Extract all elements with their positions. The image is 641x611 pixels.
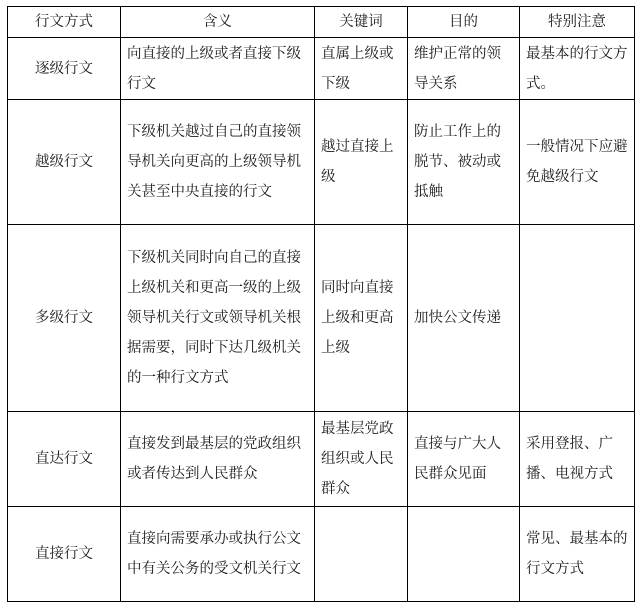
table-row <box>8 100 635 225</box>
cell-keyword: 越过直接上级 <box>315 100 408 225</box>
cell-keyword: 最基层党政组织或人民群众 <box>315 412 408 507</box>
header-note: 特别注意 <box>520 7 635 38</box>
cell-note <box>520 225 635 412</box>
cell-purpose: 直接与广大人民群众见面 <box>408 412 520 507</box>
header-meaning: 含义 <box>121 7 315 38</box>
header-method: 行文方式 <box>8 7 121 38</box>
cell-keyword: 直属上级或下级 <box>315 38 408 100</box>
cell-method: 直达行文 <box>8 412 121 507</box>
cell-purpose: 维护正常的领导关系 <box>408 38 520 100</box>
table-row <box>8 507 635 602</box>
cell-method: 多级行文 <box>8 225 121 412</box>
cell-method: 直接行文 <box>8 507 121 602</box>
table-row <box>8 412 635 507</box>
cell-note: 一般情况下应避免越级行文 <box>520 100 635 225</box>
cell-purpose: 加快公文传递 <box>408 225 520 412</box>
cell-meaning: 直接发到最基层的党政组织或者传达到人民群众 <box>121 412 315 507</box>
cell-note: 最基本的行文方式。 <box>520 38 635 100</box>
cell-purpose <box>408 507 520 602</box>
cell-keyword: 同时向直接上级和更高上级 <box>315 225 408 412</box>
cell-meaning: 下级机关同时向自己的直接上级机关和更高一级的上级领导机关行文或领导机关根据需要，同时下达几级机关的一种行文方式 <box>121 225 315 412</box>
cell-method: 越级行文 <box>8 100 121 225</box>
cell-note: 常见、最基本的行文方式 <box>520 507 635 602</box>
cell-method: 逐级行文 <box>8 38 121 100</box>
cell-meaning: 向直接的上级或者直接下级行文 <box>121 38 315 100</box>
cell-meaning: 下级机关越过自己的直接领导机关向更高的上级领导机关甚至中央直接的行文 <box>121 100 315 225</box>
cell-meaning: 直接向需要承办或执行公文中有关公务的受文机关行文 <box>121 507 315 602</box>
comparison-table <box>7 6 635 602</box>
table-row <box>8 225 635 412</box>
cell-keyword <box>315 507 408 602</box>
header-row <box>8 7 635 38</box>
cell-note: 采用登报、广播、电视方式 <box>520 412 635 507</box>
header-keyword: 关键词 <box>315 7 408 38</box>
table-row <box>8 38 635 100</box>
cell-purpose: 防止工作上的脱节、被动或抵触 <box>408 100 520 225</box>
header-purpose: 目的 <box>408 7 520 38</box>
